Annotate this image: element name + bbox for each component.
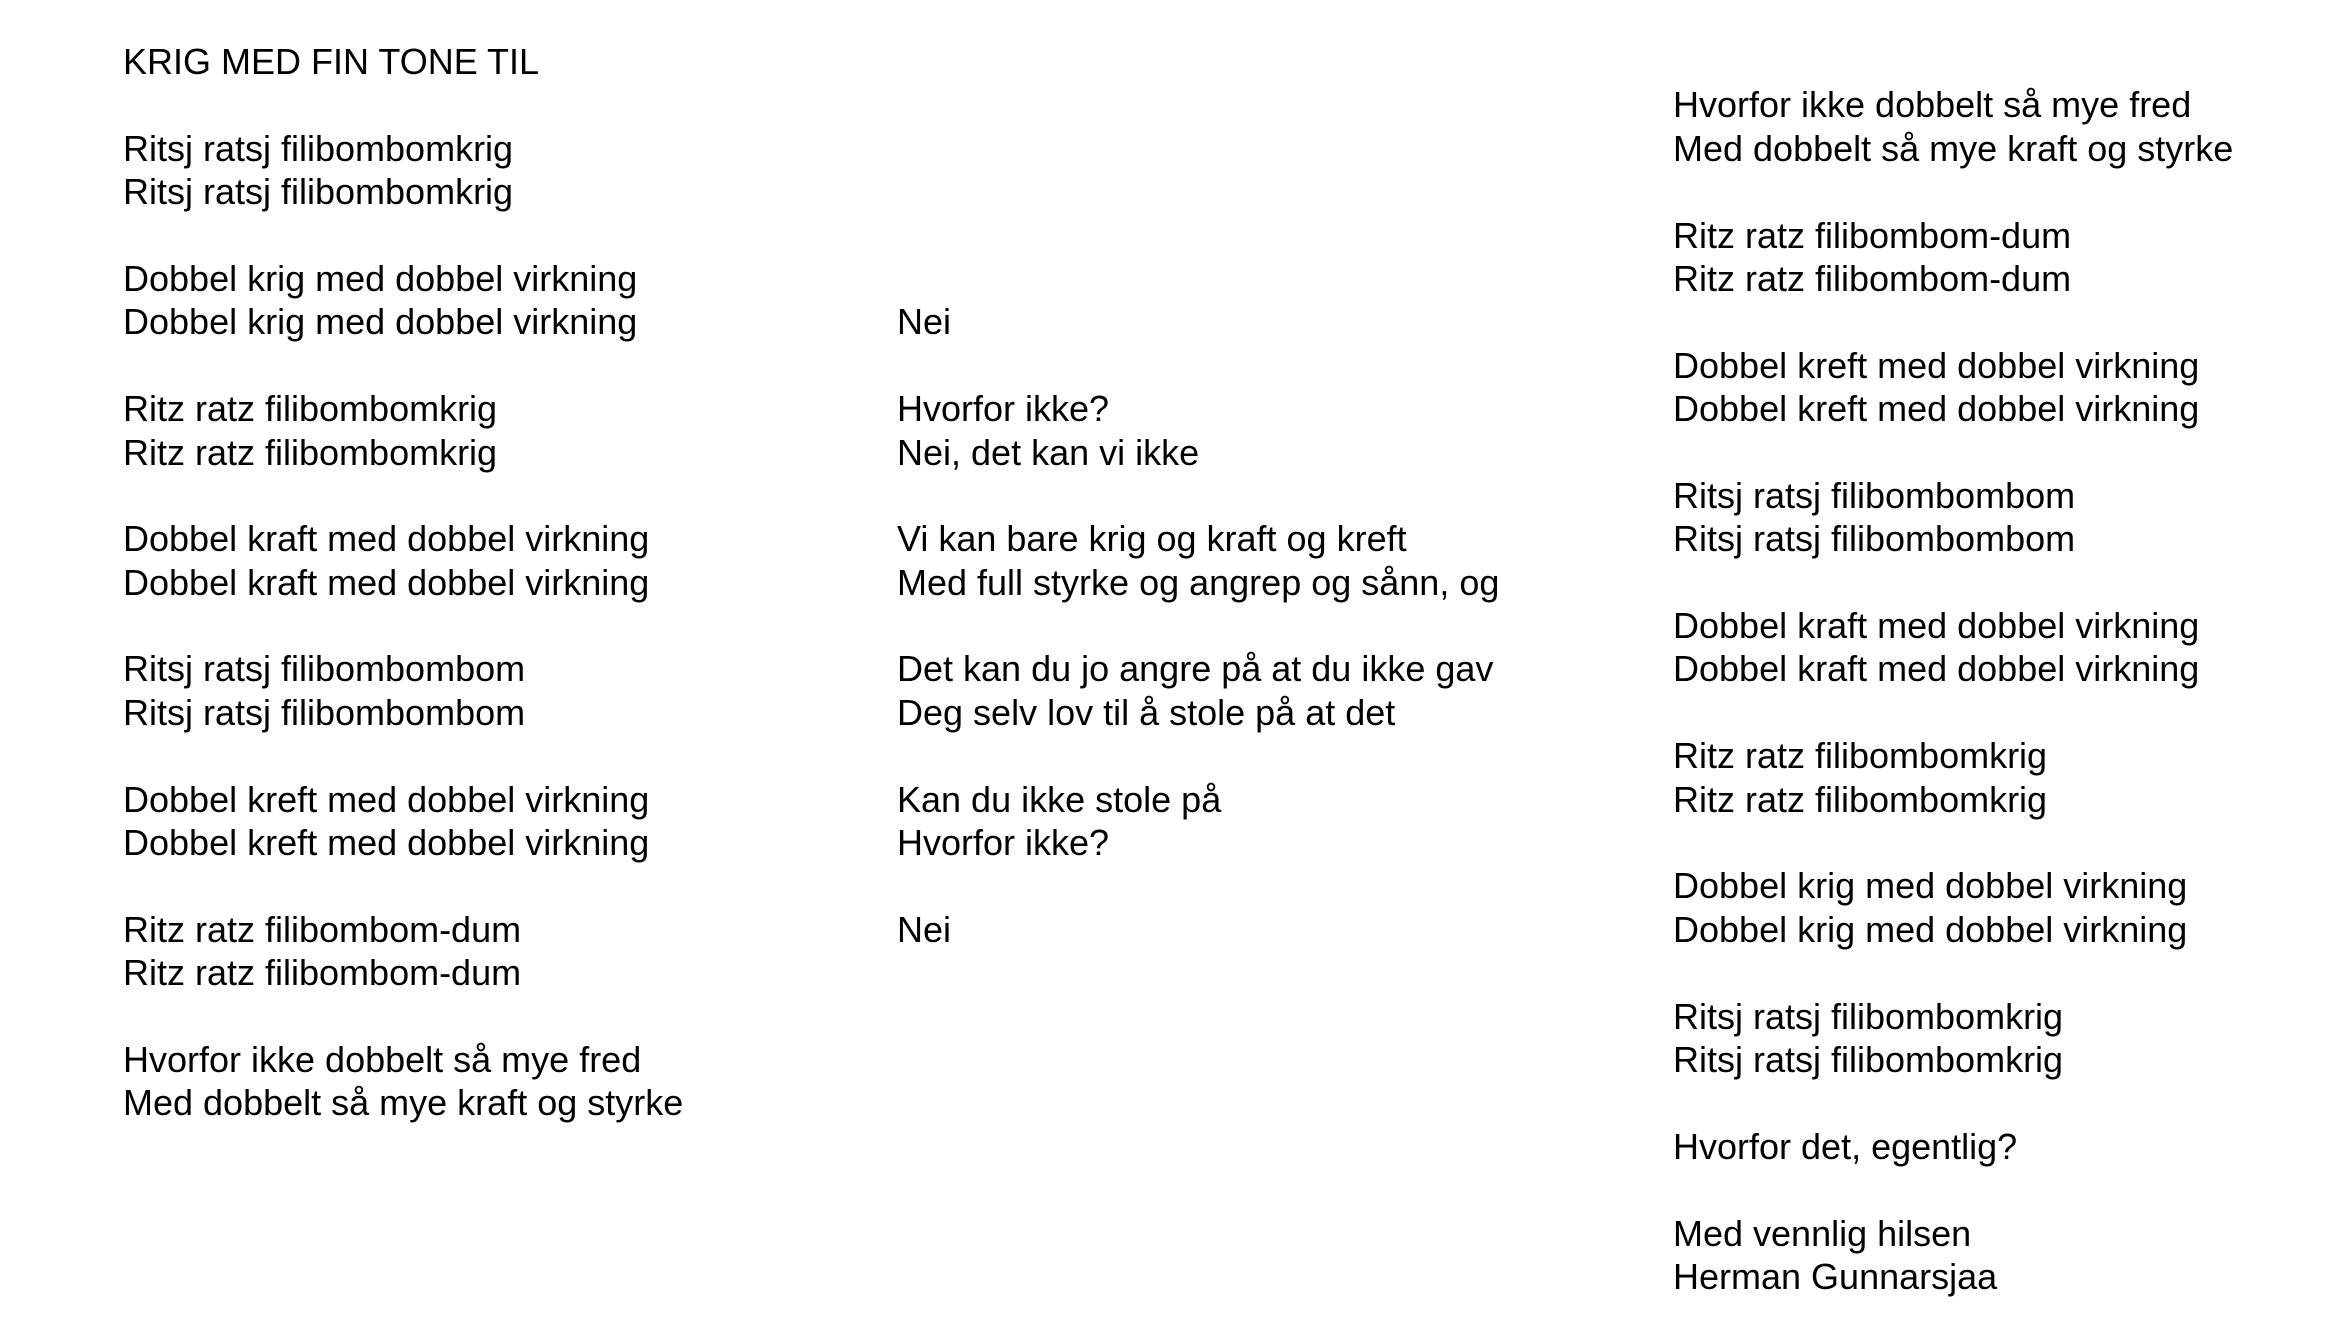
blank-line bbox=[897, 40, 1517, 83]
blank-line bbox=[897, 734, 1517, 777]
blank-line bbox=[1673, 40, 2293, 83]
blank-line bbox=[897, 214, 1517, 257]
text-line: Nei bbox=[897, 908, 952, 950]
text-line: Med vennlig hilsen bbox=[1673, 1212, 1972, 1254]
text-line: Dobbel krig med dobbel virkning bbox=[1673, 865, 2188, 907]
text-line: Dobbel kreft med dobbel virkning bbox=[123, 822, 650, 864]
text-line: Hvorfor ikke? bbox=[897, 822, 1110, 864]
blank-line bbox=[897, 864, 1517, 907]
document-title: KRIG MED FIN TONE TIL bbox=[123, 41, 540, 82]
text-line: Ritz ratz filibombomkrig bbox=[1673, 735, 2048, 777]
text-line: Dobbel kraft med dobbel virkning bbox=[1673, 648, 2200, 690]
text-line: Det kan du jo angre på at du ikke gav bbox=[897, 648, 1494, 690]
text-line: Nei bbox=[897, 301, 952, 343]
blank-line bbox=[897, 257, 1517, 300]
blank-line bbox=[897, 344, 1517, 387]
blank-line bbox=[1673, 691, 2293, 734]
blank-line bbox=[1673, 821, 2293, 864]
blank-line bbox=[897, 83, 1517, 126]
text-line: Dobbel kraft med dobbel virkning bbox=[123, 518, 650, 560]
text-line: Dobbel kreft med dobbel virkning bbox=[123, 778, 650, 820]
text-line: Ritsj ratsj filibombomkrig bbox=[1673, 995, 2064, 1037]
text-line: Dobbel krig med dobbel virkning bbox=[123, 257, 638, 299]
text-line: Kan du ikke stole på bbox=[897, 778, 1222, 820]
blank-line bbox=[897, 474, 1517, 517]
text-line: Ritz ratz filibombom-dum bbox=[1673, 214, 2072, 256]
blank-line bbox=[1673, 951, 2293, 994]
text-line: Dobbel kraft med dobbel virkning bbox=[123, 561, 650, 603]
text-line: Ritsj ratsj filibombomkrig bbox=[1673, 1038, 2064, 1080]
text-line: Ritz ratz filibombom-dum bbox=[123, 908, 522, 950]
blank-line bbox=[1673, 300, 2293, 343]
text-line: Ritz ratz filibombom-dum bbox=[1673, 257, 2072, 299]
text-line: Dobbel kreft med dobbel virkning bbox=[1673, 388, 2200, 430]
text-line: Ritsj ratsj filibombombom bbox=[1673, 474, 2076, 516]
blank-line bbox=[897, 604, 1517, 647]
text-line: Hvorfor ikke dobbelt så mye fred bbox=[123, 1038, 642, 1080]
text-line: Dobbel krig med dobbel virkning bbox=[1673, 908, 2188, 950]
text-line: Med full styrke og angrep og sånn, og bbox=[897, 561, 1500, 603]
blank-line bbox=[897, 127, 1517, 170]
blank-line bbox=[123, 864, 743, 907]
blank-line bbox=[123, 604, 743, 647]
blank-line bbox=[123, 83, 743, 126]
text-line: Ritz ratz filibombomkrig bbox=[123, 431, 498, 473]
text-line: Deg selv lov til å stole på at det bbox=[897, 691, 1396, 733]
poem-column-left bbox=[123, 40, 743, 1125]
blank-line bbox=[123, 344, 743, 387]
blank-line bbox=[123, 474, 743, 517]
blank-line bbox=[897, 170, 1517, 213]
text-line: Ritsj ratsj filibombomkrig bbox=[123, 127, 514, 169]
text-line: Dobbel kraft med dobbel virkning bbox=[1673, 605, 2200, 647]
blank-line bbox=[1673, 431, 2293, 474]
text-line: Med dobbelt så mye kraft og styrke bbox=[123, 1082, 684, 1124]
blank-line bbox=[123, 734, 743, 777]
text-line: Vi kan bare krig og kraft og kreft bbox=[897, 518, 1407, 560]
text-line: Ritz ratz filibombomkrig bbox=[123, 388, 498, 430]
text-line: Dobbel krig med dobbel virkning bbox=[123, 301, 638, 343]
text-line: Dobbel kreft med dobbel virkning bbox=[1673, 344, 2200, 386]
poem-column-right bbox=[1673, 40, 2293, 1298]
text-line: Hvorfor det, egentlig? bbox=[1673, 1125, 2018, 1167]
text-line: Ritsj ratsj filibombombom bbox=[123, 648, 526, 690]
text-line: Nei, det kan vi ikke bbox=[897, 431, 1200, 473]
text-line: Ritz ratz filibombom-dum bbox=[123, 952, 522, 994]
text-line: Ritsj ratsj filibombomkrig bbox=[123, 171, 514, 213]
blank-line bbox=[1673, 561, 2293, 604]
text-line: Ritsj ratsj filibombombom bbox=[1673, 518, 2076, 560]
text-line: Ritz ratz filibombomkrig bbox=[1673, 778, 2048, 820]
blank-line bbox=[123, 995, 743, 1038]
blank-line bbox=[1673, 1081, 2293, 1124]
text-line: Ritsj ratsj filibombombom bbox=[123, 691, 526, 733]
blank-line bbox=[1673, 1168, 2293, 1211]
poem-column-middle bbox=[897, 40, 1517, 951]
blank-line bbox=[1673, 170, 2293, 213]
text-line: Hvorfor ikke dobbelt så mye fred bbox=[1673, 84, 2192, 126]
text-line: Herman Gunnarsjaa bbox=[1673, 1255, 1998, 1297]
text-line: Med dobbelt så mye kraft og styrke bbox=[1673, 127, 2234, 169]
text-line: Hvorfor ikke? bbox=[897, 388, 1110, 430]
blank-line bbox=[123, 214, 743, 257]
